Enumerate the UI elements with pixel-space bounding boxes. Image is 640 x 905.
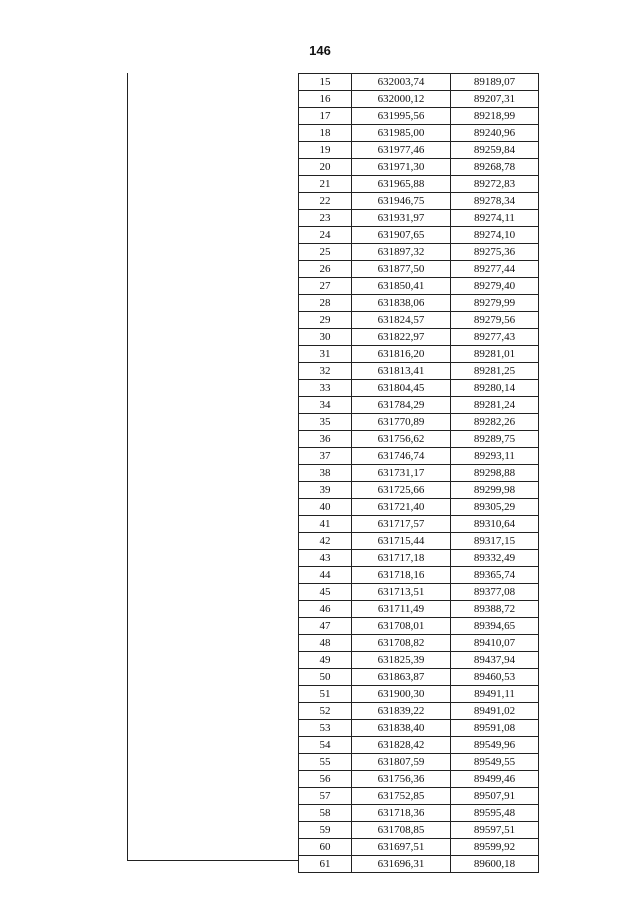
x-coordinate-cell: 631907,65 <box>352 227 451 244</box>
table-row <box>299 754 539 771</box>
point-number-cell: 43 <box>299 550 352 567</box>
y-coordinate-cell: 89281,01 <box>451 346 539 363</box>
y-coordinate-cell: 89280,14 <box>451 380 539 397</box>
x-coordinate-cell: 631725,66 <box>352 482 451 499</box>
point-number-cell: 37 <box>299 448 352 465</box>
point-number-cell: 31 <box>299 346 352 363</box>
x-coordinate-cell: 631985,00 <box>352 125 451 142</box>
y-coordinate-cell: 89281,25 <box>451 363 539 380</box>
y-coordinate-cell: 89274,11 <box>451 210 539 227</box>
y-coordinate-cell: 89268,78 <box>451 159 539 176</box>
y-coordinate-cell: 89277,44 <box>451 261 539 278</box>
y-coordinate-cell: 89549,55 <box>451 754 539 771</box>
point-number-cell: 45 <box>299 584 352 601</box>
y-coordinate-cell: 89388,72 <box>451 601 539 618</box>
table-row <box>299 431 539 448</box>
table-row <box>299 125 539 142</box>
table-row <box>299 193 539 210</box>
point-number-cell: 36 <box>299 431 352 448</box>
y-coordinate-cell: 89293,11 <box>451 448 539 465</box>
x-coordinate-cell: 631756,62 <box>352 431 451 448</box>
point-number-cell: 41 <box>299 516 352 533</box>
table-row <box>299 329 539 346</box>
point-number-cell: 21 <box>299 176 352 193</box>
x-coordinate-cell: 631804,45 <box>352 380 451 397</box>
table-row <box>299 346 539 363</box>
coordinates-table <box>298 73 539 873</box>
y-coordinate-cell: 89377,08 <box>451 584 539 601</box>
x-coordinate-cell: 631708,82 <box>352 635 451 652</box>
y-coordinate-cell: 89591,08 <box>451 720 539 737</box>
table-row <box>299 737 539 754</box>
point-number-cell: 55 <box>299 754 352 771</box>
x-coordinate-cell: 631965,88 <box>352 176 451 193</box>
x-coordinate-cell: 631717,18 <box>352 550 451 567</box>
table-row <box>299 499 539 516</box>
point-number-cell: 16 <box>299 91 352 108</box>
table-row <box>299 584 539 601</box>
y-coordinate-cell: 89600,18 <box>451 856 539 873</box>
x-coordinate-cell: 631946,75 <box>352 193 451 210</box>
x-coordinate-cell: 631756,36 <box>352 771 451 788</box>
x-coordinate-cell: 631897,32 <box>352 244 451 261</box>
y-coordinate-cell: 89549,96 <box>451 737 539 754</box>
y-coordinate-cell: 89332,49 <box>451 550 539 567</box>
point-number-cell: 57 <box>299 788 352 805</box>
table-row <box>299 635 539 652</box>
table-row <box>299 261 539 278</box>
point-number-cell: 17 <box>299 108 352 125</box>
x-coordinate-cell: 631752,85 <box>352 788 451 805</box>
point-number-cell: 15 <box>299 74 352 91</box>
point-number-cell: 30 <box>299 329 352 346</box>
x-coordinate-cell: 631824,57 <box>352 312 451 329</box>
point-number-cell: 52 <box>299 703 352 720</box>
table-row <box>299 244 539 261</box>
point-number-cell: 44 <box>299 567 352 584</box>
table-row <box>299 703 539 720</box>
y-coordinate-cell: 89279,56 <box>451 312 539 329</box>
y-coordinate-cell: 89298,88 <box>451 465 539 482</box>
y-coordinate-cell: 89272,83 <box>451 176 539 193</box>
x-coordinate-cell: 631721,40 <box>352 499 451 516</box>
table-row <box>299 74 539 91</box>
x-coordinate-cell: 631746,74 <box>352 448 451 465</box>
table-row <box>299 533 539 550</box>
x-coordinate-cell: 631813,41 <box>352 363 451 380</box>
y-coordinate-cell: 89218,99 <box>451 108 539 125</box>
table-row <box>299 550 539 567</box>
x-coordinate-cell: 632000,12 <box>352 91 451 108</box>
y-coordinate-cell: 89275,36 <box>451 244 539 261</box>
table-row <box>299 210 539 227</box>
x-coordinate-cell: 631850,41 <box>352 278 451 295</box>
point-number-cell: 34 <box>299 397 352 414</box>
point-number-cell: 22 <box>299 193 352 210</box>
table-row <box>299 380 539 397</box>
coordinates-table-frame <box>127 73 540 870</box>
x-coordinate-cell: 631838,06 <box>352 295 451 312</box>
table-row <box>299 771 539 788</box>
table-row <box>299 278 539 295</box>
x-coordinate-cell: 631807,59 <box>352 754 451 771</box>
point-number-cell: 18 <box>299 125 352 142</box>
table-row <box>299 482 539 499</box>
x-coordinate-cell: 631900,30 <box>352 686 451 703</box>
x-coordinate-cell: 631718,16 <box>352 567 451 584</box>
x-coordinate-cell: 631977,46 <box>352 142 451 159</box>
point-number-cell: 46 <box>299 601 352 618</box>
y-coordinate-cell: 89240,96 <box>451 125 539 142</box>
y-coordinate-cell: 89491,11 <box>451 686 539 703</box>
table-row <box>299 363 539 380</box>
table-row <box>299 142 539 159</box>
point-number-cell: 47 <box>299 618 352 635</box>
y-coordinate-cell: 89279,99 <box>451 295 539 312</box>
point-number-cell: 26 <box>299 261 352 278</box>
point-number-cell: 29 <box>299 312 352 329</box>
x-coordinate-cell: 631708,85 <box>352 822 451 839</box>
x-coordinate-cell: 631784,29 <box>352 397 451 414</box>
x-coordinate-cell: 631825,39 <box>352 652 451 669</box>
table-row <box>299 839 539 856</box>
table-row <box>299 465 539 482</box>
point-number-cell: 39 <box>299 482 352 499</box>
table-row <box>299 108 539 125</box>
point-number-cell: 27 <box>299 278 352 295</box>
point-number-cell: 59 <box>299 822 352 839</box>
y-coordinate-cell: 89207,31 <box>451 91 539 108</box>
y-coordinate-cell: 89277,43 <box>451 329 539 346</box>
table-row <box>299 397 539 414</box>
table-row <box>299 788 539 805</box>
point-number-cell: 19 <box>299 142 352 159</box>
point-number-cell: 24 <box>299 227 352 244</box>
point-number-cell: 61 <box>299 856 352 873</box>
y-coordinate-cell: 89499,46 <box>451 771 539 788</box>
y-coordinate-cell: 89289,75 <box>451 431 539 448</box>
point-number-cell: 53 <box>299 720 352 737</box>
table-row <box>299 567 539 584</box>
point-number-cell: 42 <box>299 533 352 550</box>
table-row <box>299 720 539 737</box>
x-coordinate-cell: 631718,36 <box>352 805 451 822</box>
point-number-cell: 60 <box>299 839 352 856</box>
y-coordinate-cell: 89365,74 <box>451 567 539 584</box>
table-row <box>299 295 539 312</box>
point-number-cell: 40 <box>299 499 352 516</box>
x-coordinate-cell: 631839,22 <box>352 703 451 720</box>
table-row <box>299 159 539 176</box>
x-coordinate-cell: 631863,87 <box>352 669 451 686</box>
y-coordinate-cell: 89437,94 <box>451 652 539 669</box>
table-row <box>299 822 539 839</box>
y-coordinate-cell: 89299,98 <box>451 482 539 499</box>
point-number-cell: 25 <box>299 244 352 261</box>
table-row <box>299 516 539 533</box>
y-coordinate-cell: 89274,10 <box>451 227 539 244</box>
x-coordinate-cell: 631711,49 <box>352 601 451 618</box>
table-row <box>299 856 539 873</box>
table-row <box>299 91 539 108</box>
point-number-cell: 49 <box>299 652 352 669</box>
x-coordinate-cell: 631877,50 <box>352 261 451 278</box>
y-coordinate-cell: 89460,53 <box>451 669 539 686</box>
page-number: 146 <box>309 43 331 58</box>
point-number-cell: 20 <box>299 159 352 176</box>
y-coordinate-cell: 89305,29 <box>451 499 539 516</box>
table-row <box>299 601 539 618</box>
y-coordinate-cell: 89595,48 <box>451 805 539 822</box>
x-coordinate-cell: 631838,40 <box>352 720 451 737</box>
point-number-cell: 35 <box>299 414 352 431</box>
x-coordinate-cell: 631971,30 <box>352 159 451 176</box>
x-coordinate-cell: 631697,51 <box>352 839 451 856</box>
point-number-cell: 50 <box>299 669 352 686</box>
x-coordinate-cell: 631995,56 <box>352 108 451 125</box>
point-number-cell: 48 <box>299 635 352 652</box>
x-coordinate-cell: 631696,31 <box>352 856 451 873</box>
x-coordinate-cell: 631717,57 <box>352 516 451 533</box>
x-coordinate-cell: 631715,44 <box>352 533 451 550</box>
table-row <box>299 414 539 431</box>
point-number-cell: 28 <box>299 295 352 312</box>
point-number-cell: 51 <box>299 686 352 703</box>
x-coordinate-cell: 631931,97 <box>352 210 451 227</box>
y-coordinate-cell: 89599,92 <box>451 839 539 856</box>
y-coordinate-cell: 89317,15 <box>451 533 539 550</box>
y-coordinate-cell: 89394,65 <box>451 618 539 635</box>
table-row <box>299 227 539 244</box>
point-number-cell: 56 <box>299 771 352 788</box>
x-coordinate-cell: 631731,17 <box>352 465 451 482</box>
table-row <box>299 805 539 822</box>
x-coordinate-cell: 631816,20 <box>352 346 451 363</box>
y-coordinate-cell: 89259,84 <box>451 142 539 159</box>
y-coordinate-cell: 89597,51 <box>451 822 539 839</box>
y-coordinate-cell: 89282,26 <box>451 414 539 431</box>
y-coordinate-cell: 89281,24 <box>451 397 539 414</box>
x-coordinate-cell: 631828,42 <box>352 737 451 754</box>
y-coordinate-cell: 89189,07 <box>451 74 539 91</box>
y-coordinate-cell: 89410,07 <box>451 635 539 652</box>
point-number-cell: 54 <box>299 737 352 754</box>
empty-left-column <box>127 73 299 861</box>
x-coordinate-cell: 632003,74 <box>352 74 451 91</box>
y-coordinate-cell: 89278,34 <box>451 193 539 210</box>
y-coordinate-cell: 89491,02 <box>451 703 539 720</box>
table-row <box>299 176 539 193</box>
point-number-cell: 32 <box>299 363 352 380</box>
table-row <box>299 669 539 686</box>
x-coordinate-cell: 631713,51 <box>352 584 451 601</box>
point-number-cell: 58 <box>299 805 352 822</box>
point-number-cell: 33 <box>299 380 352 397</box>
y-coordinate-cell: 89507,91 <box>451 788 539 805</box>
table-row <box>299 686 539 703</box>
x-coordinate-cell: 631822,97 <box>352 329 451 346</box>
x-coordinate-cell: 631708,01 <box>352 618 451 635</box>
table-row <box>299 618 539 635</box>
point-number-cell: 38 <box>299 465 352 482</box>
table-row <box>299 312 539 329</box>
y-coordinate-cell: 89310,64 <box>451 516 539 533</box>
point-number-cell: 23 <box>299 210 352 227</box>
x-coordinate-cell: 631770,89 <box>352 414 451 431</box>
y-coordinate-cell: 89279,40 <box>451 278 539 295</box>
table-row <box>299 652 539 669</box>
table-row <box>299 448 539 465</box>
